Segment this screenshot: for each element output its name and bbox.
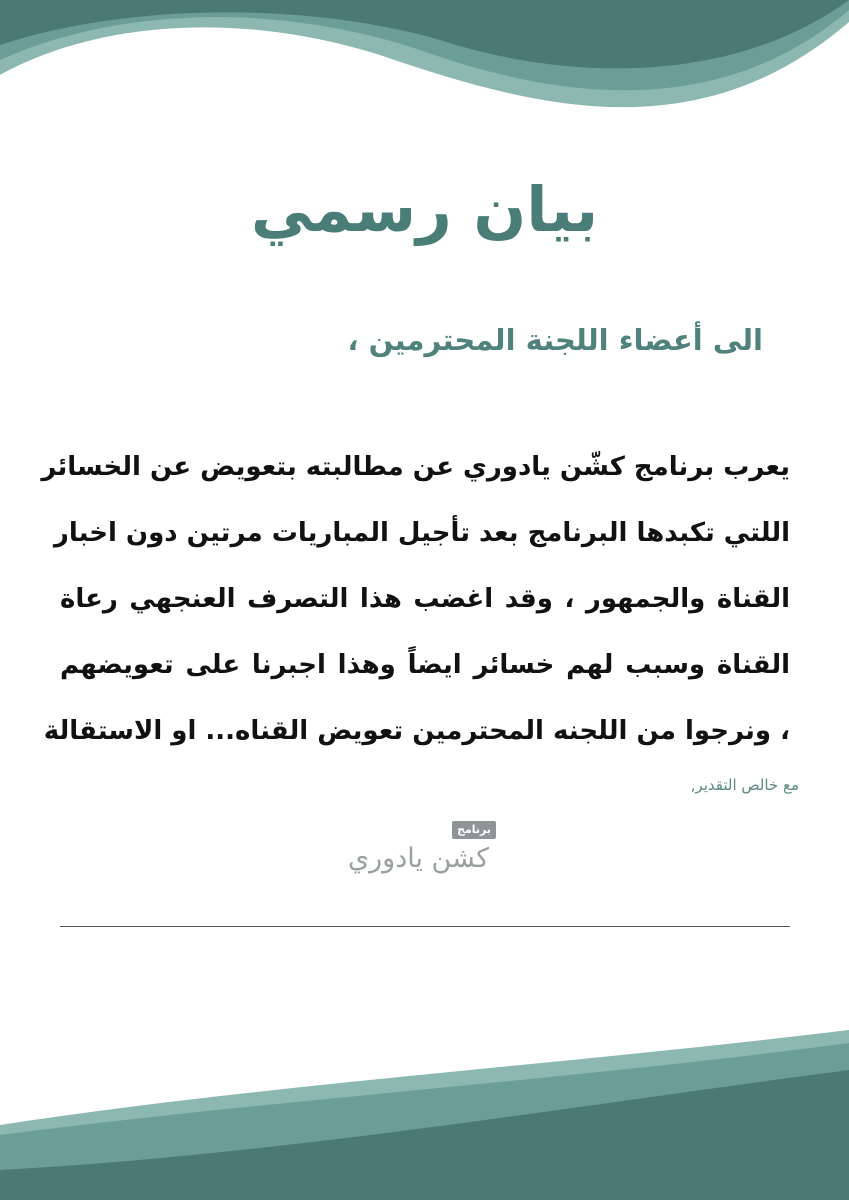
body-line: يعرب برنامج كشّن يادوري عن مطالبته بتعويض عن الخسائر (41, 452, 790, 482)
page-title: بيان رسمي (250, 173, 599, 246)
bottom-wave-decoration (0, 1015, 849, 1200)
body-line: القناة والجمهور ، وقد اغضب هذا التصرف العنجهي رعاة (60, 584, 790, 614)
logo-badge: برنامج (452, 821, 496, 839)
signature-divider (60, 926, 790, 927)
body-line: اللتي تكبدها البرنامج بعد تأجيل المباريات مرتين دون اخبار (53, 518, 790, 548)
program-logo (340, 817, 510, 882)
body-line: ، ونرجوا من اللجنه المحترمين تعويض القناه... او الاستقالة (43, 716, 790, 746)
recipient-line: الى أعضاء اللجنة المحترمين ، (347, 323, 763, 357)
top-wave-decoration (0, 0, 849, 150)
body-line: القناة وسبب لهم خسائر ايضاً وهذا اجبرنا على تعويضهم (60, 650, 790, 680)
logo-name: كشن يادوري (348, 843, 490, 874)
statement-body (41, 434, 790, 764)
closing-line: مع خالص التقدير, (690, 776, 799, 794)
